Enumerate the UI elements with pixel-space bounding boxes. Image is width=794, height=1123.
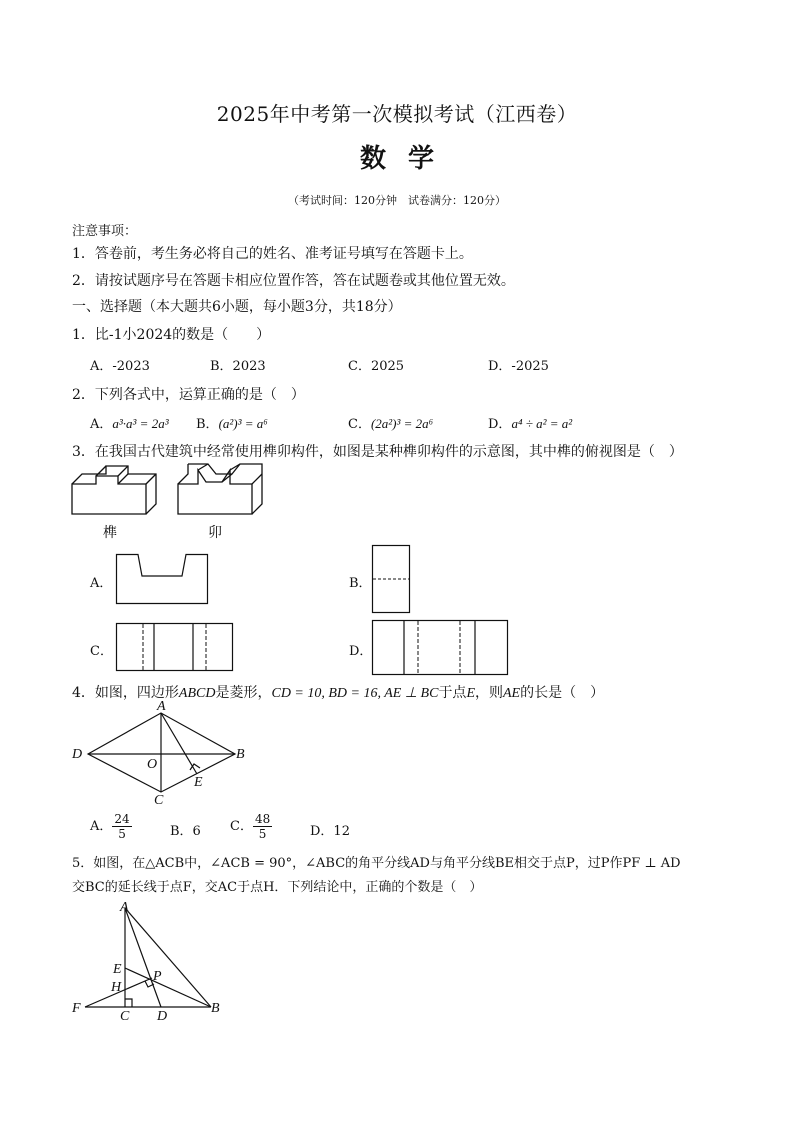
q2-label-d: D． <box>488 417 512 432</box>
q1-stem: 1．比-1小2024的数是（ ） <box>72 327 271 343</box>
q4-point-c: C <box>154 793 164 808</box>
q3-option-a-label: A． <box>90 576 113 591</box>
exam-meta: （考试时间：120分钟 试卷满分：120分） <box>288 194 506 207</box>
q4-option-a-numerator: 24 <box>114 812 130 826</box>
q4-stem-quad: ABCD <box>178 686 216 701</box>
q4-option-c-fraction <box>253 812 272 841</box>
q2-option-c <box>348 413 433 432</box>
q3-mortise-figure <box>176 462 268 518</box>
q3-stem: 3．在我国古代建筑中经常使用榫卯构件，如图是某种榫卯构件的示意图，其中榫的俯视图是（ ） <box>72 444 683 460</box>
q3-option-d-figure[interactable] <box>372 620 508 675</box>
notice-heading: 注意事项： <box>72 224 138 239</box>
q2-option-d <box>488 413 572 432</box>
q4-stem-ae: AE <box>503 686 521 701</box>
q4-stem-prefix: 4．如图，四边形 <box>72 685 179 701</box>
exam-subject: 数学 <box>359 144 456 174</box>
q2-expr-d: a⁴ ÷ a² = a² <box>511 416 573 431</box>
q2-label-a: A． <box>90 417 113 432</box>
q4-option-c <box>230 812 272 841</box>
q4-option-c-denominator: 5 <box>258 827 267 841</box>
q1-option-d: D．-2025 <box>488 359 549 374</box>
q4-option-c-numerator: 48 <box>254 812 271 826</box>
q4-point-b: B <box>236 747 245 762</box>
q4-point-e: E <box>194 775 203 790</box>
q4-option-a-denominator: 5 <box>118 827 126 841</box>
q5-stem-line2: 交BC的延长线于点F，交AC于点H．下列结论中，正确的个数是（ ） <box>72 880 483 895</box>
q4-option-a-fraction <box>112 812 131 841</box>
q4-option-c-label: C． <box>230 819 253 834</box>
notice-item-1: 1．答卷前，考生务必将自己的姓名、准考证号填写在答题卡上。 <box>72 246 473 262</box>
exam-title: 2025年中考第一次模拟考试（江西卷） <box>216 102 578 126</box>
q4-point-d: D <box>72 747 83 762</box>
q2-option-b <box>196 413 268 432</box>
q5-point-h: H <box>111 980 122 995</box>
q2-option-a <box>90 413 169 432</box>
q4-stem-pt: 于点 <box>438 685 467 701</box>
q3-option-a-figure[interactable] <box>116 554 208 604</box>
q4-option-a <box>90 812 132 841</box>
section-heading: 一、选择题（本大题共6小题，每小题3分，共18分） <box>72 299 402 315</box>
q5-point-a: A <box>120 900 129 915</box>
q5-point-c: C <box>120 1009 130 1024</box>
q3-tenon-figure <box>70 462 162 518</box>
q2-expr-b: (a²)³ = a⁶ <box>218 416 268 431</box>
q5-stem-line1: 5．如图，在△ACB中，∠ACB = 90°，∠ABC的角平分线AD与角平分线BE相交于点P，过P作PF ⊥ AD <box>72 856 681 871</box>
q5-point-f: F <box>72 1001 81 1016</box>
q2-label-c: C． <box>348 417 371 432</box>
q4-stem-cond: CD = 10, BD = 16, AE ⊥ BC <box>271 686 439 701</box>
q4-option-d: D．12 <box>310 824 350 839</box>
q2-expr-a: a³·a³ = 2a³ <box>112 416 169 431</box>
q4-point-o: O <box>147 757 158 772</box>
q4-stem-e: E <box>466 686 475 701</box>
q4-point-a: A <box>157 699 166 714</box>
q4-rhombus-figure <box>70 699 250 808</box>
q5-triangle-figure <box>70 898 230 1023</box>
notice-item-2: 2．请按试题序号在答题卡相应位置作答，答在试题卷或其他位置无效。 <box>72 273 515 289</box>
q3-option-c-label: C． <box>90 644 113 659</box>
q3-option-b-label: B． <box>349 576 372 591</box>
q3-option-c-figure[interactable] <box>116 623 233 671</box>
q1-option-a: A．-2023 <box>90 359 150 374</box>
q5-point-e: E <box>113 962 122 977</box>
q5-point-p: P <box>153 969 162 984</box>
q2-label-b: B． <box>196 417 219 432</box>
q1-option-b: B．2023 <box>210 359 266 374</box>
q4-stem <box>72 682 604 702</box>
q3-option-d-label: D． <box>349 644 373 659</box>
q1-option-c: C．2025 <box>348 359 405 374</box>
q3-option-b-figure[interactable] <box>372 545 410 613</box>
q4-option-b: B．6 <box>170 824 201 839</box>
q3-label-tenon: 榫 <box>103 525 117 541</box>
q2-stem: 2．下列各式中，运算正确的是（ ） <box>72 387 305 403</box>
q4-option-a-label: A． <box>90 819 113 834</box>
q5-point-b: B <box>211 1001 220 1016</box>
q2-expr-c: (2a²)³ = 2a⁶ <box>370 416 434 431</box>
q4-stem-ask: ，则 <box>475 685 503 701</box>
q4-stem-end: 的长是（ ） <box>520 685 605 701</box>
q4-stem-mid: 是菱形， <box>215 685 272 701</box>
q3-label-mortise: 卯 <box>208 525 222 541</box>
q5-point-d: D <box>157 1009 168 1024</box>
